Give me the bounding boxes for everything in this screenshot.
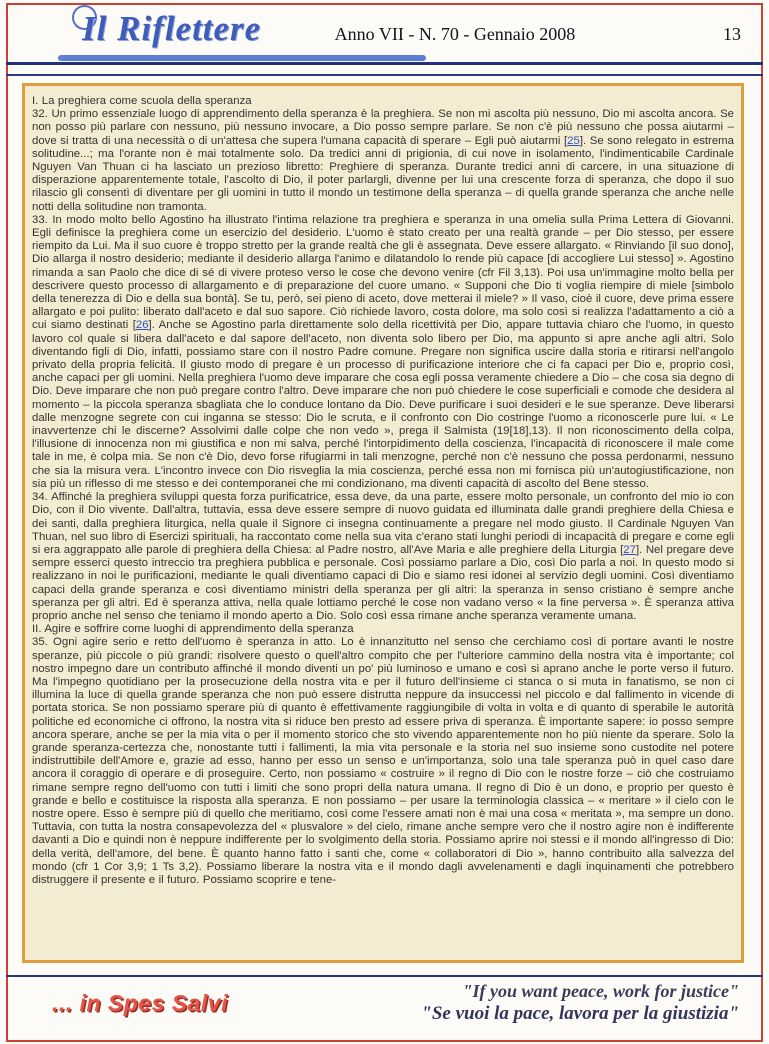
footnote-ref[interactable]: [27]	[620, 543, 640, 556]
footer-quote-italian: "Se vuoi la pace, lavora per la giustizia"	[421, 1003, 739, 1024]
footnote-ref[interactable]: [26]	[132, 319, 152, 332]
footnote-ref[interactable]: [25]	[563, 134, 583, 147]
footnote-ref-number[interactable]: 25	[567, 134, 580, 147]
footnote-ref-number[interactable]: 26	[135, 319, 149, 332]
header-rule-thin	[6, 74, 763, 76]
footer-quotes	[421, 980, 739, 1026]
page-number: 13	[723, 24, 741, 44]
article-body	[22, 83, 744, 963]
magazine-logo: Il Riflettere	[82, 9, 262, 48]
footnote-ref-number[interactable]: 27	[623, 543, 636, 556]
header-rule-thick	[6, 62, 763, 65]
article-paragraph: 35. Ogni agire serio e retto dell'uomo è speranza in atto. Lo è innanzitutto nel senso che cerchiamo così di portare avanti le nostre speranze, più piccole o più grandi: risolvere questo o quell'altro compito che per l'ulteriore cammino della nostra vita è importante; col nostro impegno dare un contributo affinché il mondo diventi un po' più luminoso e umano e così si aprano anche le porte verso il futuro. Ma l'impegno quotidiano per la prosecuzione della nostra vita e per il futuro dell'insieme ci stanca o si muta in fanatismo, se non ci illumina la luce di quella grande speranza che non può essere distrutta neppure da insuccessi nel piccolo e dal fallimento in vicende di portata storica. Se non possiamo sperare più di quanto è effettivamente raggiungibile di volta in volta e di quanto di sperabile le autorità politiche ed economiche ci offrono, la nostra vita si riduce ben presto ad essere priva di speranza. È importante sapere: io posso sempre ancora sperare, anche se per la mia vita o per il momento storico che sto vivendo apparentemente non ho più niente da sperare. Solo la grande speranza-certezza che, nonostante tutti i fallimenti, la mia vita personale e la storia nel suo insieme sono custodite nel potere indistruttibile dell'Amore e, grazie ad esso, hanno per esso un senso e un'importanza, solo una tale speranza può in quel caso dare ancora il coraggio di operare e di proseguire. Certo, non possiamo « costruire » il regno di Dio con le nostre forze – ciò che costruiamo rimane sempre regno dell'uomo con tutti i limiti che sono propri della natura umana. Il regno di Dio è un dono, e proprio per questo è grande e bello e costituisce la risposta alla speranza. E non possiamo – per usare la terminologia classica – « meritare » il cielo con le nostre opere. Esso è sempre più di quello che meritiamo, così come l'essere amati non è mai una cosa « meritata », ma sempre un dono. Tuttavia, con tutta la nostra consapevolezza del « plusvalore » del cielo, rimane anche sempre vero che il nostro agire non è indifferente davanti a Dio e quindi non è neppure indifferente per lo svolgimento della storia. Possiamo aprire noi stessi e il mondo all'ingresso di Dio: della verità, dell'amore, del bene. È quanto hanno fatto i santi che, come « collaboratori di Dio », hanno contribuito alla salvezza del mondo (cfr 1 Cor 3,9; 1 Ts 3,2). Possiamo liberare la nostra vita e il mondo dagli avvelenamenti e dagli inquinamenti che potrebbero distruggere il presente e il futuro. Possiamo scoprire e tene-	[32, 636, 734, 886]
footer-quote-english: "If you want peace, work for justice"	[462, 981, 739, 1001]
issue-info: Anno VII - N. 70 - Gennaio 2008	[334, 24, 576, 44]
footer-brand: ... in Spes Salvi	[52, 990, 228, 1016]
article-paragraph: 33. In modo molto bello Agostino ha illustrato l'intima relazione tra preghiera e speranza in una omelia sulla Prima Lettera di Giovanni. Egli definisce la preghiera come un esercizio del desiderio. L'uomo è stato creato per una realtà grande – per Dio stesso, per essere riempito da Lui. Ma il suo cuore è troppo stretto per la grande realtà che gli è assegnata. Deve essere allargato. « Rinviando [il suo dono], Dio allarga il nostro desiderio; mediante il desiderio allarga l'animo e dilatandolo lo rende più capace [di accogliere Lui stesso] ». Agostino rimanda a san Paolo che dice di sé di vivere proteso verso le cose che devono venire (cfr Fil 3,13). Poi usa un'immagine molto bella per descrivere questo processo di allargamento e di preparazione del cuore umano. « Supponi che Dio ti voglia riempire di miele [simbolo della tenerezza di Dio e della sua bontà]. Se tu, però, sei pieno di aceto, dove metterai il miele? » Il vaso, cioè il cuore, deve prima essere allargato e poi pulito: liberato dall'aceto e dal suo sapore. Ciò richiede lavoro, costa dolore, ma solo così si realizza l'adattamento a ciò a cui siamo destinati [26]. Anche se Agostino parla direttamente solo della ricettività per Dio, appare tuttavia chiaro che l'uomo, in questo lavoro col quale si libera dall'aceto e dal sapore dell'aceto, non diventa solo libero per Dio, ma appunto si apre anche agli altri. Solo diventando figli di Dio, infatti, possiamo stare con il nostro Padre comune. Pregare non significa uscire dalla storia e ritirarsi nell'angolo privato della propria felicità. Il giusto modo di pregare è un processo di purificazione interiore che ci fa capaci per Dio e, proprio così, anche capaci per gli uomini. Nella preghiera l'uomo deve imparare che cosa egli possa veramente chiedere a Dio – che cosa sia degno di Dio. Deve imparare che non può pregare contro l'altro. Deve imparare che non può chiedere le cose superficiali e comode che desidera al momento – la piccola speranza sbagliata che lo conduce lontano da Dio. Deve purificare i suoi desideri e le sue speranze. Deve liberarsi dalle menzogne segrete con cui inganna se stesso: Dio le scruta, e il confronto con Dio costringe l'uomo a riconoscerle pure lui. « Le inavvertenze chi le discerne? Assolvimi dalle colpe che non vedo », prega il Salmista (19[18],13). Il non riconoscimento della colpa, l'illusione di innocenza non mi giustifica e non mi salva, perché l'intorpidimento della coscienza, l'incapacità di riconoscere il male come tale in me, è colpa mia. Se non c'è Dio, devo forse rifugiarmi in tali menzogne, perché non c'è nessuno che possa perdonarmi, nessuno che sia la misura vera. L'incontro invece con Dio risveglia la mia coscienza, perché essa non mi fornisca più un'autogiustificazione, non sia più un riflesso di me stesso e dei contemporanei che mi condizionano, ma diventi capacità di ascolto del Bene stesso.	[32, 213, 734, 490]
footer-rule	[6, 975, 763, 977]
logo-underline	[58, 55, 426, 61]
section-heading: II. Agire e soffrire come luoghi di apprendimento della speranza	[32, 623, 354, 636]
article-paragraph: 34. Affinché la preghiera sviluppi questa forza purificatrice, essa deve, da una parte, essere molto personale, un confronto del mio io con Dio, con il Dio vivente. Dall'altra, tuttavia, essa deve essere sempre di nuovo guidata ed illuminata dalle grandi preghiere della Chiesa e dei santi, dalla preghiera liturgica, nella quale il Signore ci insegna continuamente a pregare nel modo giusto. Il Cardinale Nguyen Van Thuan, nel suo libro di Esercizi spirituali, ha raccontato come nella sua vita c'erano stati lunghi periodi di incapacità di pregare e come egli si era aggrappato alle parole di preghiera della Chiesa: al Padre nostro, all'Ave Maria e alle preghiere della Liturgia [27]. Nel pregare deve sempre esserci questo intreccio tra preghiera pubblica e personale. Così possiamo parlare a Dio, così Dio parla a noi. In questo modo si realizzano in noi le purificazioni, mediante le quali diventiamo capaci di Dio e siamo resi idonei al servizio degli uomini. Così diventiamo capaci della grande speranza e così diventiamo ministri della speranza per gli altri: la speranza in senso cristiano è sempre anche speranza per gli altri. Ed è speranza attiva, nella quale lottiamo perché le cose non vadano verso « la fine perversa ». È speranza attiva proprio anche nel senso che teniamo il mondo aperto a Dio. Solo così essa rimane anche speranza veramente umana.	[32, 491, 734, 622]
section-heading: I. La preghiera come scuola della speranza	[32, 95, 252, 107]
article-paragraph: 32. Un primo essenziale luogo di apprendimento della speranza è la preghiera. Se non mi ascolta più nessuno, Dio mi ascolta ancora. Se non posso più parlare con nessuno, più nessuno invocare, a Dio posso sempre parlare. Se non c'è più nessuno che possa aiutarmi – dove si tratta di una necessità o di un'attesa che supera l'umana capacità di sperare – Egli può aiutarmi [25]. Se sono relegato in estrema solitudine...; ma l'orante non è mai totalmente solo. Da tredici anni di prigionia, di cui nove in isolamento, l'indimenticabile Cardinale Nguyen Van Thuan ci ha lasciato un prezioso libretto: Preghiere di speranza. Durante tredici anni di carcere, in una situazione di disperazione apparentemente totale, l'ascolto di Dio, il poter parlargli, divenne per lui una crescente forza di speranza, che dopo il suo rilascio gli consentì di diventare per gli uomini in tutto il mondo un testimone della speranza – di quella grande speranza che anche nelle notti della solitudine non tramonta.	[32, 108, 735, 213]
